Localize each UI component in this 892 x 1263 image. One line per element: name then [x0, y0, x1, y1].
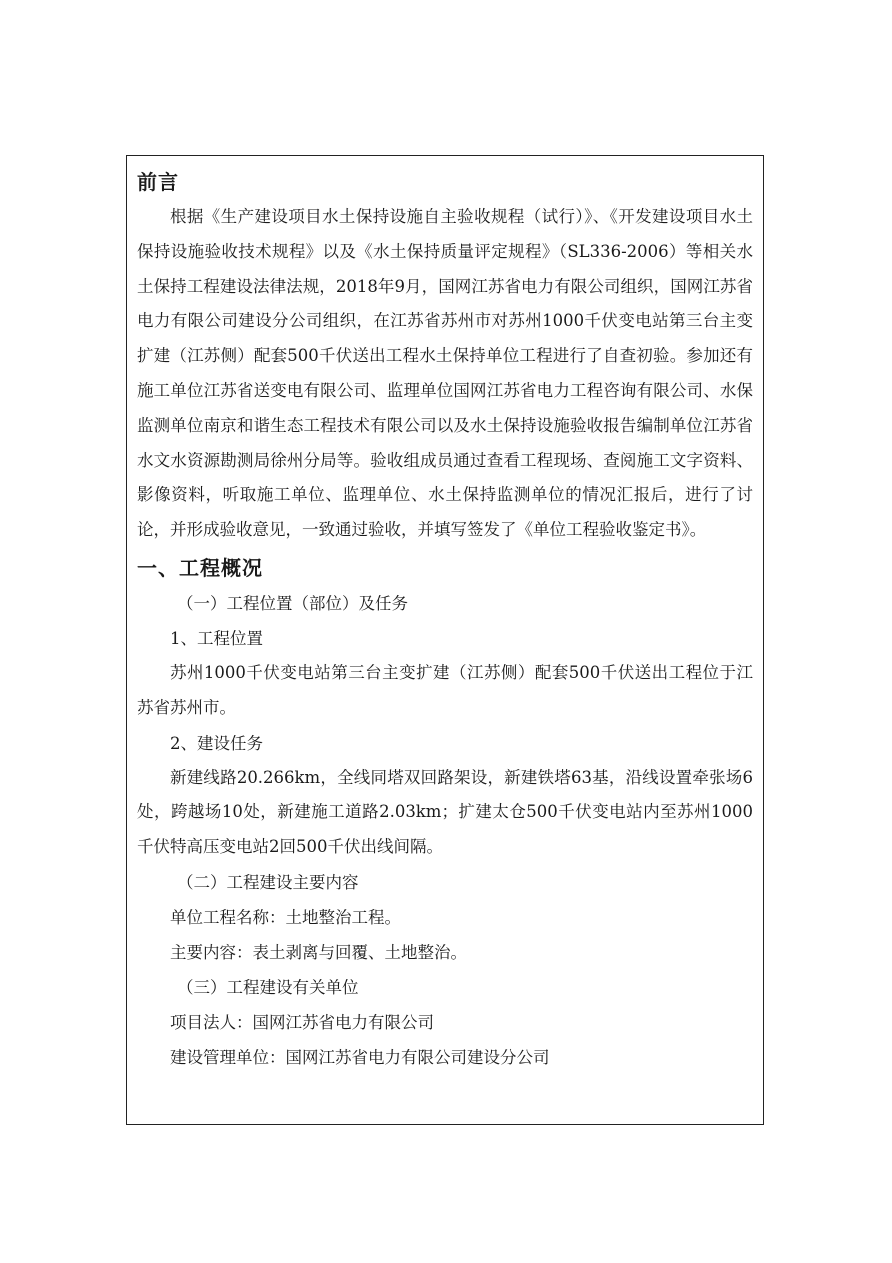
subsection-title-main-content: （二）工程建设主要内容 [177, 872, 359, 892]
item-body-construction-tasks: 新建线路20.266km，全线同塔双回路架设，新建铁塔63基，沿线设置牵张场6处，跨越场10处，新建施工道路2.03km；扩建太仓500千伏变电站内至苏州1000千伏特高压变电站2回500千伏出线间隔。 [137, 767, 753, 857]
item-title-location: 1、工程位置 [170, 628, 263, 648]
item-title-construction-tasks: 2、建设任务 [170, 733, 263, 753]
document-frame [126, 155, 764, 1125]
unit-project-name: 单位工程名称：土地整治工程。 [170, 907, 401, 927]
document-content [137, 164, 753, 1075]
preface-heading: 前言 [137, 170, 179, 194]
subsection-title-location-tasks: （一）工程位置（部位）及任务 [177, 593, 408, 613]
main-content-text: 主要内容：表土剥离与回覆、土地整治。 [170, 942, 467, 962]
section-heading-project-overview: 一、工程概况 [137, 555, 263, 580]
subsection-title-related-units: （三）工程建设有关单位 [177, 977, 359, 997]
item-body-location: 苏州1000千伏变电站第三台主变扩建（江苏侧）配套500千伏送出工程位于江苏省苏州市。 [137, 662, 753, 717]
construction-management-unit: 建设管理单位：国网江苏省电力有限公司建设分公司 [170, 1047, 550, 1067]
preface-paragraph: 根据《生产建设项目水土保持设施自主验收规程（试行）》、《开发建设项目水土保持设施验收技术规程》以及《水土保持质量评定规程》（SL336-2006）等相关水土保持工程建设法律法规，2018年9月，国网江苏省电力有限公司组织，国网江苏省电力有限公司建设分公司组织，在江苏省苏州市对苏州1000千伏变电站第三台主变扩建（江苏侧）配套500千伏送出工程水土保持单位工程进行了自查初验。参加还有施工单位江苏省送变电有限公司、监理单位国网江苏省电力工程咨询有限公司、水保监测单位南京和谐生态工程技术有限公司以及水土保持设施验收报告编制单位江苏省水文水资源勘测局徐州分局等。验收组成员通过查看工程现场、查阅施工文字资料、影像资料，听取施工单位、监理单位、水土保持监测单位的情况汇报后，进行了讨论，并形成验收意见，一致通过验收，并填写签发了《单位工程验收鉴定书》。 [137, 207, 753, 540]
project-legal-person: 项目法人：国网江苏省电力有限公司 [170, 1012, 434, 1032]
